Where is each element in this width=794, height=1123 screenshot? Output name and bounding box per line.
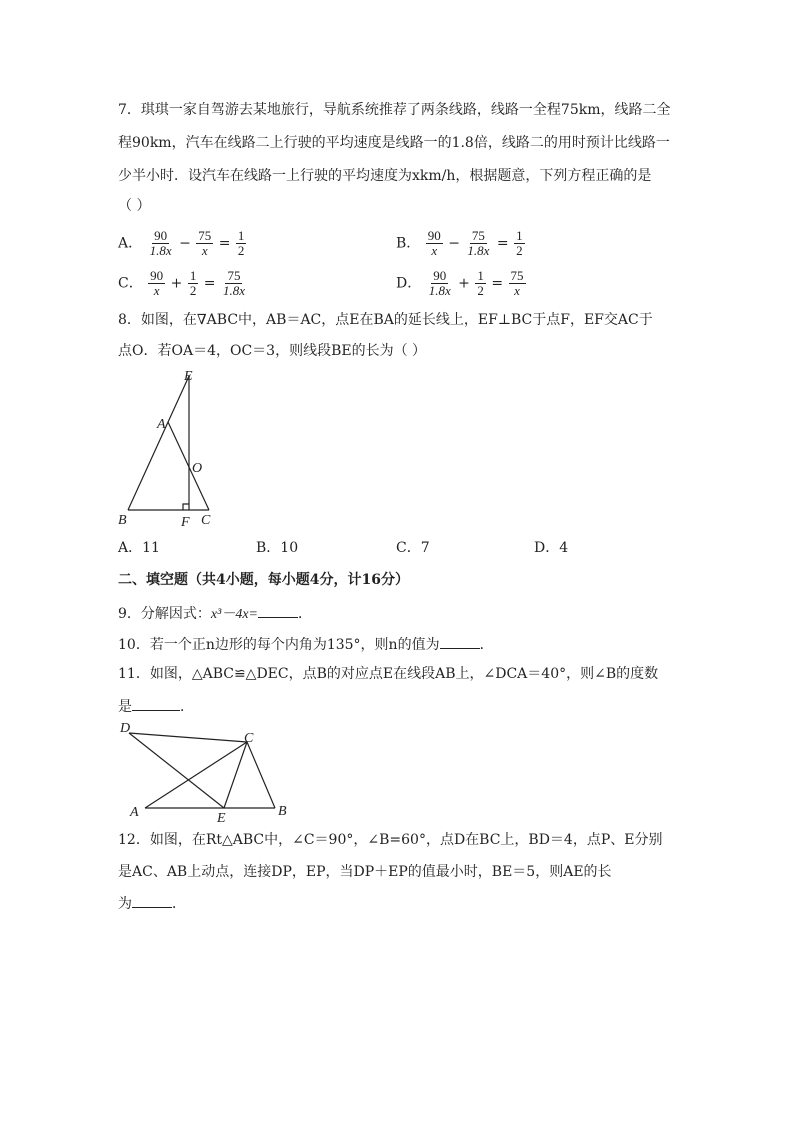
q7-option-a[interactable]: A． $\frac{90}{1.8x}$ − $\frac{75}{x}$ = $\frac{1}{2}$ bbox=[118, 228, 245, 258]
q7-option-d[interactable]: D． $\frac{90}{1.8x}$ + $\frac{1}{2}$ = $\frac{75}{x}$ bbox=[396, 268, 524, 298]
q8-label-e: E bbox=[184, 369, 193, 384]
q11-triangles-figure bbox=[118, 720, 298, 825]
q11-label-c: C bbox=[244, 731, 254, 746]
q7-line-2: 程90km，汽车在线路二上行驶的平均速度是线路一的1.8倍，线路二的用时预计比线路一 bbox=[118, 135, 670, 151]
q11-answer-blank[interactable] bbox=[132, 696, 180, 711]
q7-line-3: 少半小时．设汽车在线路一上行驶的平均速度为xkm/h，根据题意，下列方程正确的是 bbox=[118, 168, 652, 184]
q8-label-f: F bbox=[181, 515, 190, 526]
q9: 9．分解因式：x³－4x= ． bbox=[118, 603, 312, 625]
q8-label-b: B bbox=[118, 513, 127, 526]
q8-label-c: C bbox=[201, 513, 211, 526]
q8-option-c[interactable]: C．7 bbox=[396, 540, 430, 556]
q9-answer-blank[interactable] bbox=[258, 603, 298, 618]
q12-line-2: 是AC、AB上动点，连接DP，EP，当DP＋EP的值最小时，BE＝5，则AE的长 bbox=[118, 864, 612, 880]
q12-answer-blank[interactable] bbox=[132, 893, 172, 908]
q10: 10．若一个正n边形的每个内角为135°，则n的值为 ． bbox=[118, 634, 494, 655]
q8-line-1: 8．如图，在∇ABC中，AB＝AC，点E在BA的延长线上，EF⊥BC于点F，EF交AC于 bbox=[118, 312, 653, 328]
q11-label-b: B bbox=[278, 804, 287, 819]
q8-triangle-figure bbox=[116, 366, 226, 526]
q7-option-c[interactable]: C． $\frac{90}{x}$ + $\frac{1}{2}$ = $\frac{75}{1.8x}$ bbox=[118, 268, 245, 298]
q8-option-b[interactable]: B．10 bbox=[256, 540, 299, 556]
q12-line-3: 为 ． bbox=[118, 893, 186, 914]
q8-label-o: O bbox=[192, 461, 203, 476]
q7-option-b[interactable]: B． $\frac{90}{x}$ − $\frac{75}{1.8x}$ = $\frac{1}{2}$ bbox=[396, 228, 523, 258]
q8-option-d[interactable]: D．4 bbox=[534, 540, 569, 556]
q7-paren: （ ） bbox=[118, 198, 151, 214]
q11-label-a: A bbox=[130, 805, 139, 820]
q11-label-d: D bbox=[120, 721, 131, 736]
q8-label-a: A bbox=[157, 417, 166, 432]
q7-line-1: 7．琪琪一家自驾游去某地旅行，导航系统推荐了两条线路，线路一全程75km，线路二全 bbox=[118, 102, 671, 118]
q10-answer-blank[interactable] bbox=[440, 634, 480, 649]
section-2-heading: 二、填空题（共4小题，每小题4分，计16分） bbox=[118, 572, 409, 588]
q11-line-1: 11．如图，△ABC≌△DEC，点B的对应点E在线段AB上，∠DCA＝40°，则∠B的度数 bbox=[118, 666, 659, 682]
q12-line-1: 12．如图，在Rt△ABC中，∠C＝90°，∠B=60°，点D在BC上，BD＝4，点P、E分别 bbox=[118, 832, 663, 848]
q8-line-2: 点O．若OA＝4，OC＝3，则线段BE的长为（ ） bbox=[118, 343, 427, 359]
q11-label-e: E bbox=[217, 811, 226, 825]
q8-option-a[interactable]: A．11 bbox=[118, 540, 160, 556]
q11-line-2: 是 ． bbox=[118, 696, 194, 717]
